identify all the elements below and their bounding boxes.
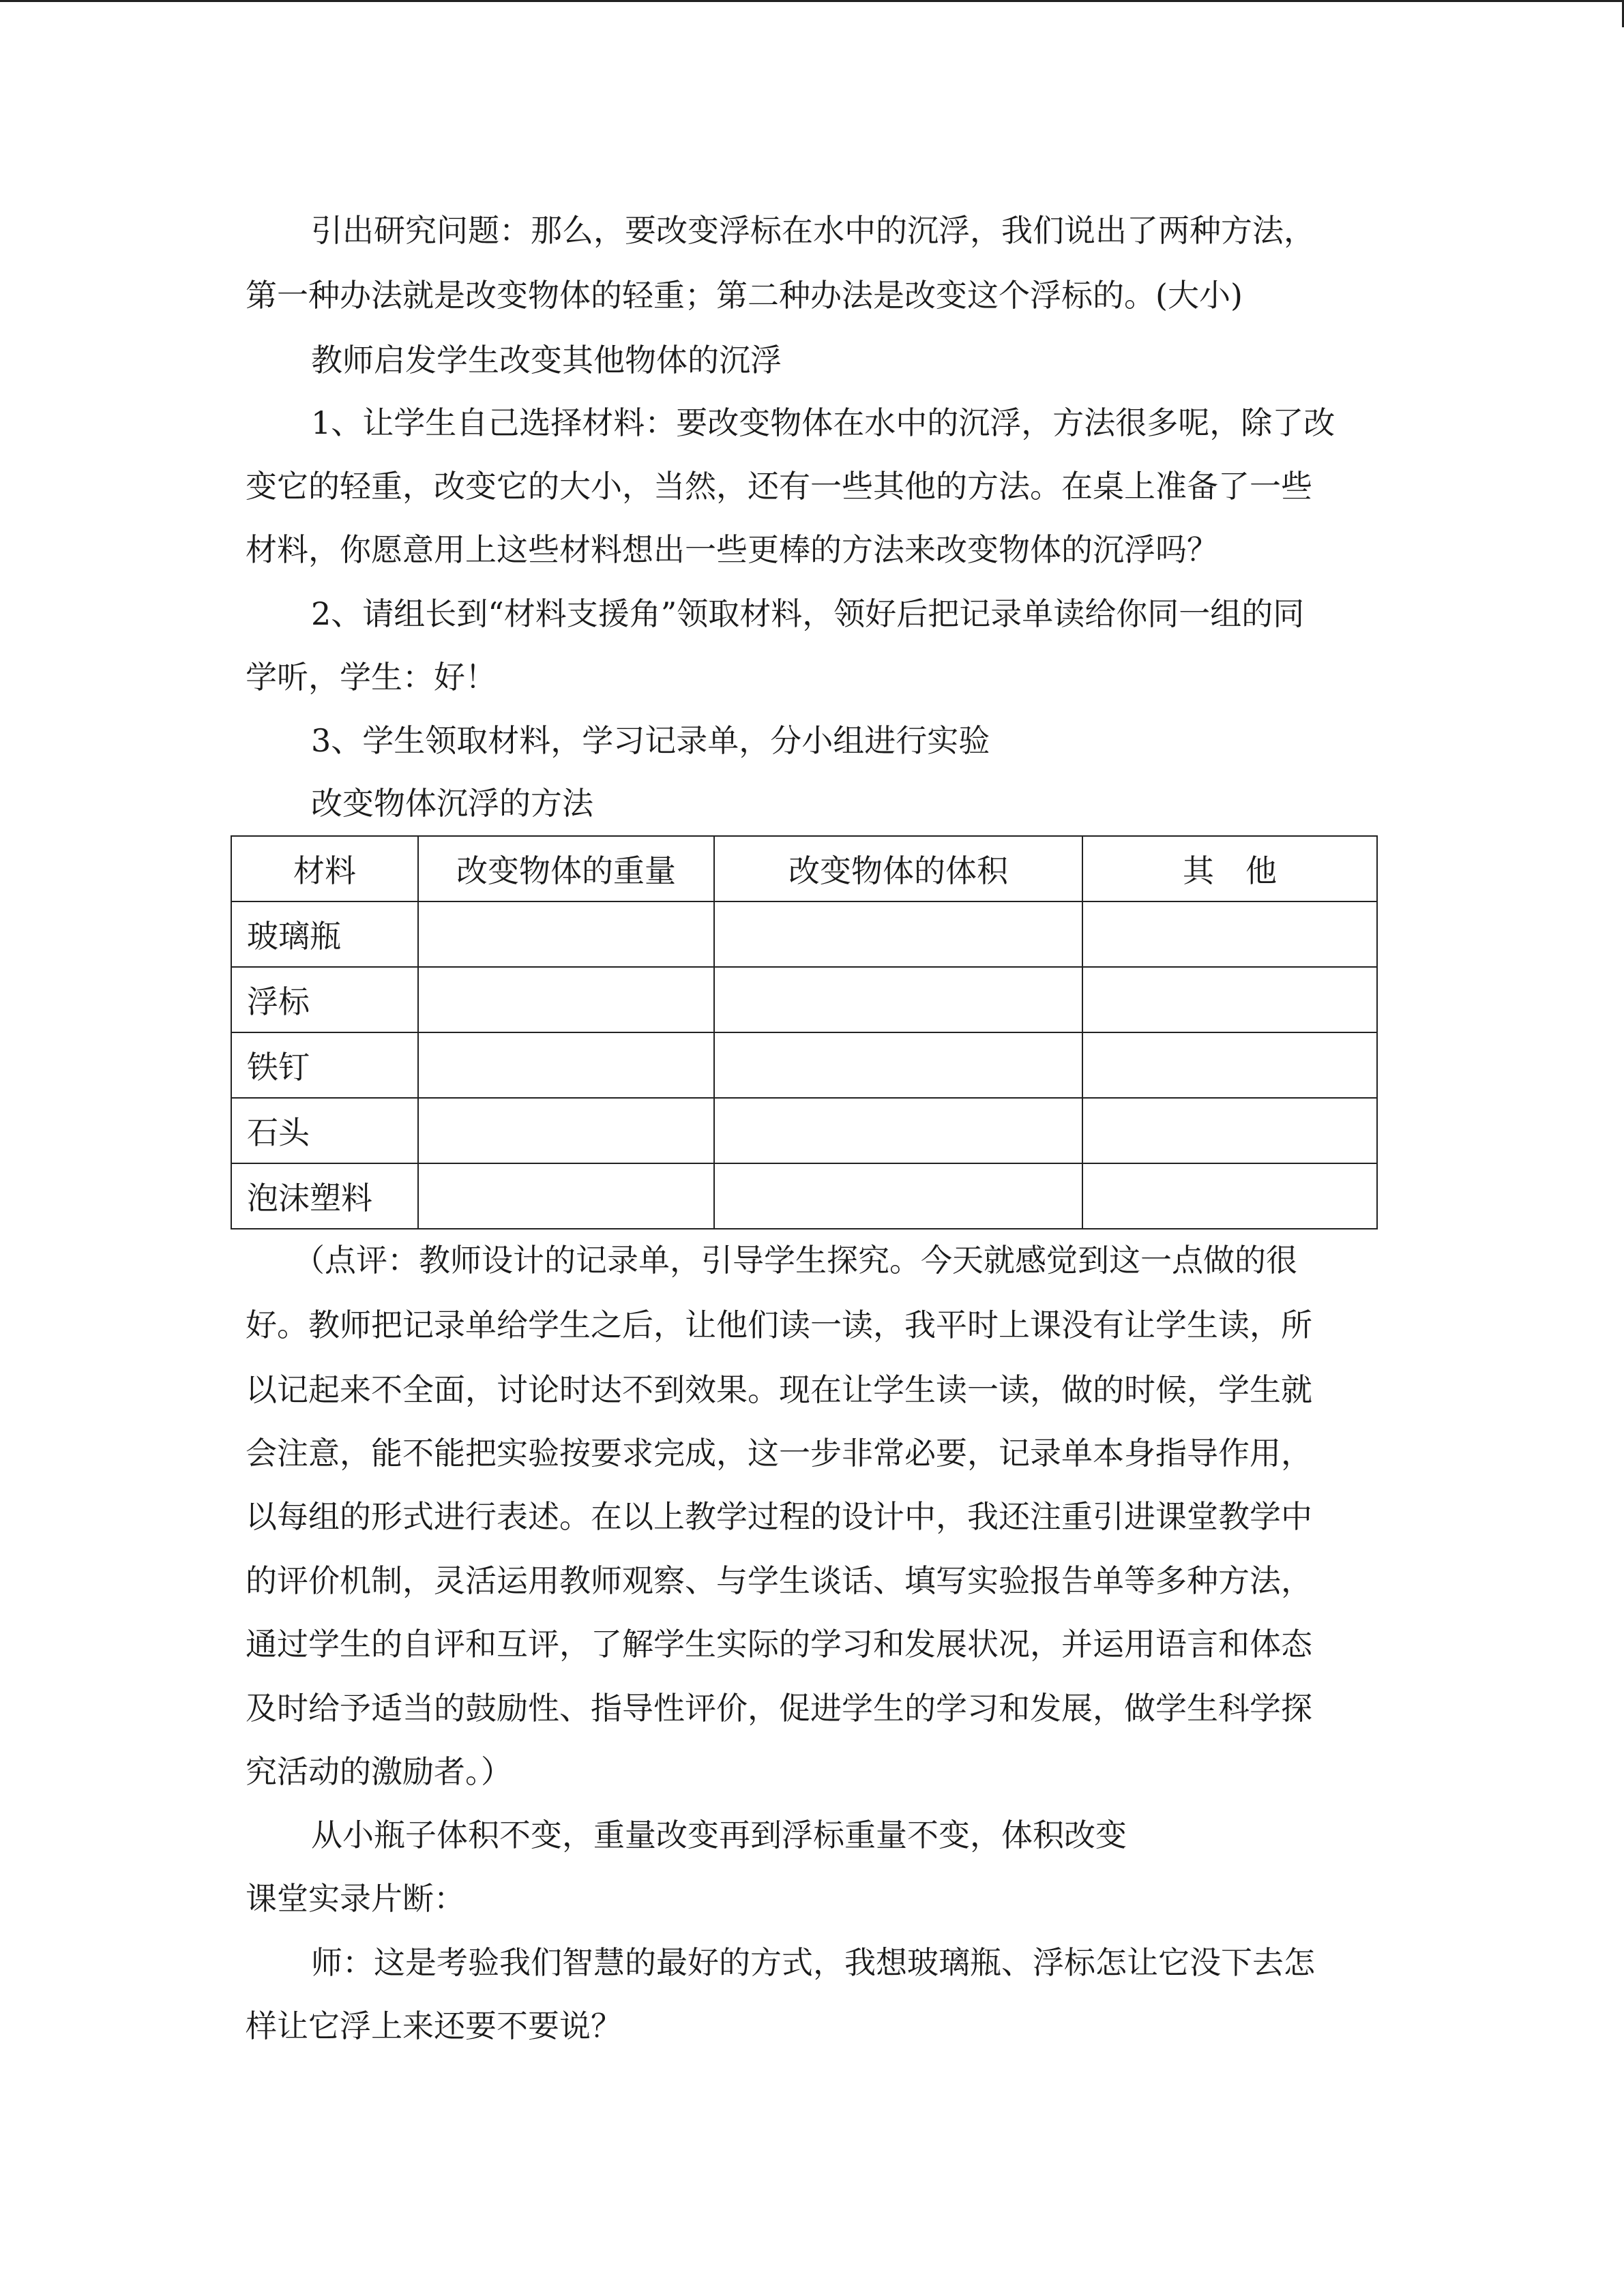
table-row <box>231 967 1377 1032</box>
row-label: 玻璃瓶 <box>231 901 418 967</box>
table-cell <box>418 1098 714 1163</box>
table-row <box>231 1032 1377 1098</box>
paragraph: 从小瓶子体积不变，重量改变再到浮标重量不变，体积改变 <box>311 1817 1127 1853</box>
paragraph: 3、学生领取材料，学习记录单，分小组进行实验 <box>311 722 990 759</box>
table-cell <box>1082 1098 1377 1163</box>
paragraph: 变它的轻重，改变它的大小，当然，还有一些其他的方法。在桌上准备了一些 <box>246 468 1312 505</box>
paragraph: 第一种办法就是改变物体的轻重；第二种办法是改变这个浮标的。(大小) <box>246 277 1243 314</box>
row-label: 石头 <box>231 1098 418 1163</box>
paragraph: 会注意，能不能把实验按要求完成，这一步非常必要，记录单本身指导作用， <box>246 1435 1312 1472</box>
paragraph: 课堂实录片断： <box>246 1880 465 1917</box>
table-cell <box>714 967 1082 1032</box>
table-cell <box>418 1032 714 1098</box>
paragraph: 1、让学生自己选择材料：要改变物体在水中的沉浮，方法很多呢，除了改 <box>311 404 1335 441</box>
header-change-volume: 改变物体的体积 <box>714 836 1082 901</box>
paragraph: 学听，学生：好！ <box>246 659 497 696</box>
header-change-weight: 改变物体的重量 <box>418 836 714 901</box>
paragraph: 引出研究问题：那么，要改变浮标在水中的沉浮，我们说出了两种方法， <box>311 212 1315 249</box>
row-label: 铁钉 <box>231 1032 418 1098</box>
header-other: 其 他 <box>1082 836 1377 901</box>
table-cell <box>418 967 714 1032</box>
paragraph: 材料，你愿意用上这些材料想出一些更棒的方法来改变物体的沉浮吗？ <box>246 531 1218 568</box>
table-caption: 改变物体沉浮的方法 <box>311 785 593 822</box>
paragraph: 师：这是考验我们智慧的最好的方式，我想玻璃瓶、浮标怎让它没下去怎 <box>311 1944 1315 1981</box>
comment-paragraph: （点评：教师设计的记录单，引导学生探究。今天就感觉到这一点做的很 <box>293 1242 1297 1279</box>
record-table <box>231 835 1378 1229</box>
table-cell <box>418 1163 714 1229</box>
paragraph: 2、请组长到“材料支援角”领取材料，领好后把记录单读给你同一组的同 <box>311 595 1305 632</box>
paragraph: 教师启发学生改变其他物体的沉浮 <box>311 342 782 378</box>
table-cell <box>714 1098 1082 1163</box>
table-row <box>231 1098 1377 1163</box>
table-cell <box>1082 967 1377 1032</box>
table-cell <box>418 901 714 967</box>
paragraph: 好。教师把记录单给学生之后，让他们读一读，我平时上课没有让学生读，所 <box>246 1307 1312 1343</box>
table-header-row <box>231 836 1377 901</box>
table-cell <box>1082 901 1377 967</box>
row-label: 泡沫塑料 <box>231 1163 418 1229</box>
table-cell <box>714 1163 1082 1229</box>
table-cell <box>1082 1032 1377 1098</box>
table-cell <box>1082 1163 1377 1229</box>
table-cell <box>714 901 1082 967</box>
table-row <box>231 1163 1377 1229</box>
header-material: 材料 <box>231 836 418 901</box>
table-cell <box>714 1032 1082 1098</box>
row-label: 浮标 <box>231 967 418 1032</box>
paragraph: 通过学生的自评和互评，了解学生实际的学习和发展状况，并运用语言和体态 <box>246 1626 1312 1663</box>
paragraph: 究活动的激励者。） <box>246 1753 512 1790</box>
paragraph: 以每组的形式进行表述。在以上教学过程的设计中，我还注重引进课堂教学中 <box>246 1498 1312 1535</box>
page-top-border <box>0 0 1624 2</box>
paragraph: 及时给予适当的鼓励性、指导性评价，促进学生的学习和发展，做学生科学探 <box>246 1690 1312 1727</box>
paragraph: 样让它浮上来还要不要说？ <box>246 2008 622 2044</box>
table-row <box>231 901 1377 967</box>
paragraph: 的评价机制，灵活运用教师观察、与学生谈话、填写实验报告单等多种方法， <box>246 1562 1312 1599</box>
paragraph: 以记起来不全面，讨论时达不到效果。现在让学生读一读，做的时候，学生就 <box>246 1371 1312 1408</box>
